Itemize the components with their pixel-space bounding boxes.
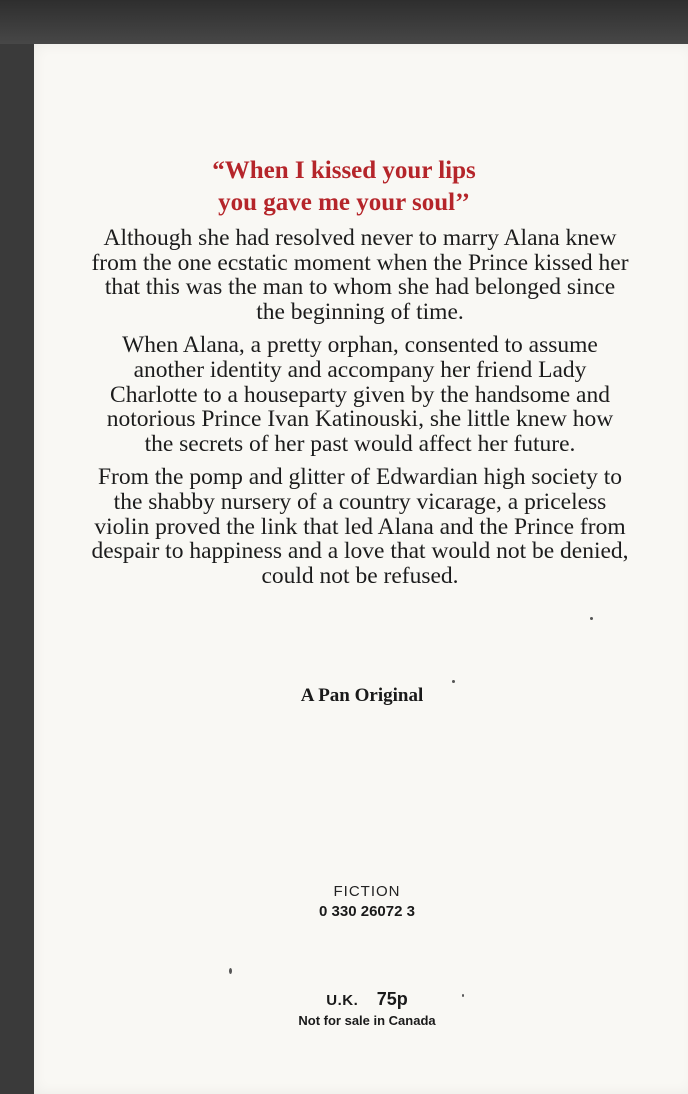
synopsis-paragraph-2: When Alana, a pretty orphan, consented to assume another identity and accompany her friend Lady Charlotte to a houseparty given by the handsome and notorious Prince Ivan Katinouski, she little knew how the secrets of her past would affect her future. <box>106 332 614 457</box>
print-speck <box>462 994 464 997</box>
synopsis-paragraph-1: Although she had resolved never to marry Alana knew from the one ecstatic moment when the Prince kissed her that this was the man to whom she had belonged since the beginning of time. <box>91 225 629 325</box>
print-speck <box>229 968 232 974</box>
genre-label: FICTION <box>333 883 401 900</box>
print-speck <box>452 680 455 683</box>
tagline-line-1: “When I kissed your lips <box>212 157 476 184</box>
publisher-imprint: A Pan Original <box>300 685 424 706</box>
print-speck <box>590 617 593 620</box>
price-amount: 75p <box>376 989 408 1009</box>
tagline-line-2: you gave me your soul’’ <box>218 189 470 216</box>
synopsis-paragraph-3: From the pomp and glitter of Edwardian high society to the shabby nursery of a country vicarage, a priceless violin proved the link that led Alana and the Prince from despair to happiness and a love that would not be denied, could not be refused. <box>91 464 629 589</box>
price-region: U.K. <box>326 992 359 1009</box>
book-edge-background <box>0 0 688 44</box>
sale-restriction: Not for sale in Canada <box>298 1013 436 1028</box>
tagline-quote <box>0 155 688 219</box>
price-line <box>0 989 688 1010</box>
synopsis <box>90 226 630 597</box>
isbn-number: 0 330 26072 3 <box>319 903 415 920</box>
